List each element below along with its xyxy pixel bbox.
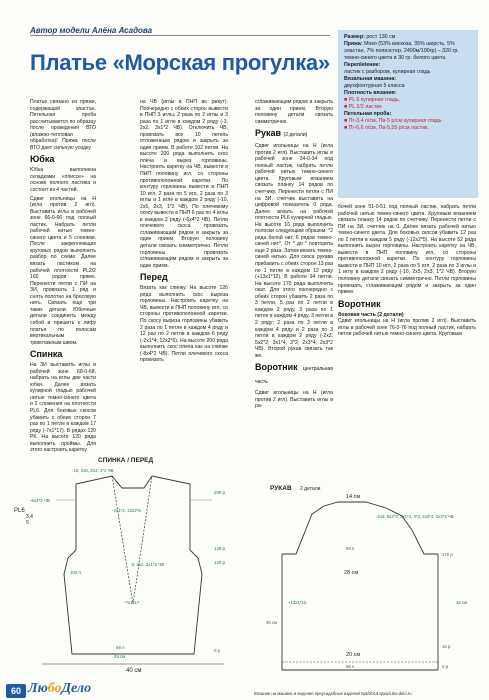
collar-side-sub: боковая часть (2 детали) [338, 311, 404, 318]
collar-continued-paragraph: бочей зоне 51-0-51 под полный ластик, набрать петли рабочей нитью темно-синего цвета. Круговым вязанием связать планку 14 рядов по счетчику. Перенести петли с ПИ на ЗИ, счетчик на 0. Далее вязать рабочей нитью темно-синего цвета. Для боковых скосов убавить 12 раз по 2 петли в каждом 5 ряду (-12х2*5). На высоте 52 ряда выполнить вырез горловины. Настроить каретку на ЧВ, вывести в ПНП половину игл, со стороны противоположной каретки. По контуру горловины вывести в ПНП 10 игл, 2 раза по 5 игл, 2 раза по 3 иглы и 1 иглу в каждом 2 ряду (-10, 2х5, 2х3, 1*2 ЧВ). Вторую половину детали связать симметрично. Петли горловины провязать сглаживающим рядом и закрыть за один прием. [338, 204, 476, 296]
back-paragraph: На ЗИ выставить иглы в рабочей зоне 68-0-68, набрать на иглы две части юбки. Далее вязать кулирной гладью рабочей нитью темно-синего цвета и 2 сложения на плотности PL6. Для боковых скосов убавить с обеих сторон 7 раз по 1 петле в каждом 17 ряду (-7х1*17). В рядах 120 РК. На высоте 120 ряда выполнить проймы. Для этого настроить каретку [30, 362, 96, 454]
yarn-row [344, 41, 472, 62]
diagram2-notes [266, 514, 467, 669]
text-column-1 [30, 99, 96, 456]
sleeve-note-6: 0 р [442, 664, 448, 669]
front-neckline [112, 476, 152, 604]
materials-box [338, 30, 478, 198]
sample-item-2: ■ Пг-6,6 п/см, Пв-5,55 р/см ластик. [344, 125, 429, 131]
size-label: Размер: [344, 34, 365, 40]
size-value: рост 130 см [366, 34, 396, 40]
logo-part-c: Дело [61, 681, 92, 696]
note-12: 0 р [214, 648, 221, 653]
sleeve-note-5: 16 р [442, 644, 451, 649]
sleeve-paragraph: Сдвиг игольницы на Н (игла против 2 игл). Выставить иглы в рабочей зоне 34-0-34 под полный ластик, набрать петли рабочей нитью темно-синего цвета. Круговым вязанием связать планку 14 рядов по счетчику. Перенести петли с ПИ на ЗИ, счетчик выставить на цифровой показатель 0 ряда. Далее вязать на рабочей плотности PL6 кулирной гладью. На высоте 16 ряда выполнить полоски следующим образом: *2 ряда белой нит, 6 рядов темно-синей нит*. От * до * повторить еще 2 раза. Затем вязать темно-синей нитью. Для скоса рукава прибавить с обеих сторон 13 раз по 1 петле в каждом 12 ряду (+13х1*12). В работе 94 петли. На высоте 170 ряда выполнить окат. Для этого поочередно с обеих сторон убавить 2 раза по 3 петли, 5 раз по 2 петли в каждом 2 ряду, 3 раза по 1 петле в каждом 4 ряду, 3 петли в 2 ряду; 2 раза по 3 петли в каждом 4 ряду и 2 раза по 3 петли в каждом 2 ряду (-2х3, 5х2*2; 3х1*4, 3*2; 2х3*4; 2х3*2 ЧВ). Второй рукав связать так же. [255, 143, 333, 359]
front-heading: Перед [140, 272, 168, 283]
text-column-4 [338, 204, 476, 340]
text-column-2 [140, 99, 228, 366]
sleeve-pattern-diagram [266, 484, 476, 676]
back-continued-paragraph: на ЧВ (иглы в ПНП во ржкут). Поочередно с обеих сторон вывести в ПНП 3 иглы, 2 раза по 2 иглы и 3 раза по 1 игле в каждом 2 ряду (-3, 2х2, 3х1*2 ЧВ). Отключить ЧВ, провязать все 10 петель отложенным рядом и закрыть за один прием. В работе 102 петли. На высоте 200 ряда выполнить скос плеча и вырез горловины. Настроить каретку на ЧВ, вывести в ПНП половину игл, со стороны противоположной каретки. По контуру горловины вывести в ПНП 10 игл, 2 раза по 5 игл, 2 раза по 3 иглы и 1 игле в каждом 2 ряду (-10, 2х5, 2х3, 1*2 ЧВ). По плечевому скосу вывести в ПНП 6 раз по 4 иглы в каждом 2 ряду (-6х4*2 ЧВ). Петли плечевого скоса провязать сглаживающим рядом и закрыть за один прием. Вторую половину детали связать симметрично. Петли горловины провязать сглаживающим рядом и закрыть за один прием. [140, 99, 228, 269]
collar-paragraph: Сдвиг игольницы на Н (игла против 2 игл). Выставить иглы в ра- [255, 390, 333, 410]
yarn-label: Пряжа: [344, 41, 363, 47]
sample-row [344, 111, 472, 132]
note-10: 68 п [116, 645, 125, 650]
diagram1-5: 5 [26, 520, 29, 526]
yarn-value: Моко (53% вискоза, 35% шерсть, 5% эластан, 7% полиэстер, 2400м/100гр) – 320 гр. темно-синего цвета и 30 гр. белого цвета [344, 41, 459, 61]
diagram1-pl: PL6 [14, 508, 25, 514]
note-9: 102 п [70, 570, 81, 575]
front-paragraph: Вязать как спинку. На высоте 126 ряда выполнить скос выреза горловины. Настроить каретку на ЧВ, вывести в ПНП половину игл, со стороны противоположной каретки. По скосу выреза горловины убавить 2 раза по 1 петле в каждом 4 ряду и 12 раз по 2 петли в каждом 6 ряду (-2х1*4; 12х2*6). На высоте 200 ряда выполнить скос плеча как на спинке (-8х4*2 ЧВ). Петли плечевого скоса провязать [140, 285, 228, 364]
trim-value: ластик с разбором, кулирная гладь [344, 69, 431, 75]
density-item-2: ■ PL 2/2 ластик [344, 104, 382, 110]
sleeve-heading-sub: (2 детали) [283, 132, 308, 139]
note-5: 126 р [214, 546, 225, 551]
back-heading: Спинка [30, 349, 63, 360]
collar-side-heading: Воротник [338, 298, 381, 309]
sleeve-outline [282, 502, 438, 670]
machine-row [344, 76, 472, 90]
author-line: Автор модели Алёна Асадова [30, 26, 153, 35]
sleeve-note-9: 34 см [456, 600, 468, 605]
density-row [344, 90, 472, 111]
intro-paragraph: Платье связано из пряжи, содержащей эластан. Петельная проба рассчитывается по образцу после проведения ВТО (влажно-тепловая обработка)! Пряжа после ВТО дает сильную усадку. [30, 99, 96, 151]
sleeve-top-width: 14 см [346, 494, 361, 500]
collar-heading-sub: центральная часть [255, 366, 333, 386]
size-row [344, 34, 472, 41]
sleeve-note-2: +13х1*12 [288, 600, 307, 605]
sleeve-note-4: 170 р [442, 552, 453, 557]
page-number: 60 [6, 684, 26, 698]
diagram2-title: РУКАВ [270, 485, 292, 492]
diagram2-sub: 2 детали [300, 486, 321, 492]
collar-heading [255, 362, 333, 388]
sample-item-1: ■ Пг-3,4 п/см, Пв-5 р/см кулирная гладь [344, 118, 442, 124]
collar-heading-text: Воротник [255, 362, 298, 373]
note-8: -7х1*17 [124, 600, 140, 605]
diagram1-3-4: 3,4 [26, 514, 33, 520]
sample-label: Петельная проба: [344, 111, 392, 117]
note-4: 200 р [214, 490, 225, 495]
front-end-paragraph: сглаживающим рядом и закрыть за один прием. Вторую половину детали связать симметрично. [255, 99, 333, 125]
text-column-3 [255, 99, 333, 412]
sleeve-note-7: 68 п [346, 664, 355, 669]
sleeve-note-1: -2х3, 5х2*2, 3х1*4, 3*2, 2х3*4, 2х3*2 ЧВ [376, 514, 454, 519]
width-label: 40 см [126, 668, 142, 674]
sleeve-heading-text: Рукав [255, 128, 282, 139]
skirt-paragraph-1: Юбка выполнена складками «плиссе» на основе полного ластика и состоит из 4 частей. [30, 167, 96, 194]
density-item-1: ■ PL 6 кулирная гладь, [344, 97, 401, 103]
sleeve-mid-width: 28 см [344, 570, 359, 576]
skirt-heading: Юбка [30, 154, 55, 165]
trim-row [344, 62, 472, 76]
sleeve-bottom-width: 20 см [346, 652, 361, 658]
sleeve-note-3: 94 п [346, 546, 355, 551]
note-7: -3, 2х2, 3х1*2 ЧВ [130, 562, 165, 567]
machine-label: Вязальная машина: [344, 76, 397, 82]
skirt-paragraph-2: Сдвиг игольницы на Н (игла против 2 игл). Выставить иглы в рабочей зоне 66-0-66 под полный ластик. Набрать петли рабочей нитью темно-синего цвета и 5 слоеями. После закрепляющих круговых рядов выполнить разбор по схеме. Далее вязать ластиком на рабочей плотности PL2/2 160 рядов прямо. Перенести петли с ПИ на ЗИ, провязать 1 ряд и снять полотно на бросовую нить. Связать еще три таких детали. Юбочные детали соединить между собой и пришить к лифу платья по полосам вертикальным трикотажным швом. [30, 195, 96, 346]
magazine-logo [28, 681, 91, 697]
sleeve-heading [255, 128, 333, 141]
sleeve-note-8: 46 см [266, 620, 278, 625]
note-2: -6х4*2 ЧВ [30, 498, 50, 503]
density-label: Плотность вязания: [344, 90, 397, 96]
collar-side-paragraph: Сдвиг игольницы на Н (игла против 2 игл). Выставить иглы в рабочей зоне 76-0-76 под полный ластик, набрать петли рабочей нитью темно-синего цвета. Круговым [338, 318, 476, 338]
note-6: 120 р [214, 560, 225, 565]
diagram1-title: СПИНКА / ПЕРЕД [98, 457, 154, 464]
note-3: -2х1*4, 12х2*6 [112, 508, 141, 513]
note-1: -10, 2х5, 2х3, 1*2 ЧВ [72, 468, 114, 473]
logo-part-b: бо [47, 681, 62, 696]
author-divider [30, 35, 330, 36]
note-11: 24 см [114, 654, 126, 659]
back-front-pattern-diagram [12, 454, 262, 674]
article-title: Платье «Морская прогулка» [30, 50, 330, 75]
machine-value: двухфонтурная 5 класса [344, 83, 405, 89]
footer-note: Вязание на машине и ведение приусадебных изделий №5/2013 www.lubo-delo.ru [254, 691, 412, 696]
logo-part-a: Лю [28, 681, 48, 696]
trim-label: Перепletение: [344, 62, 381, 68]
